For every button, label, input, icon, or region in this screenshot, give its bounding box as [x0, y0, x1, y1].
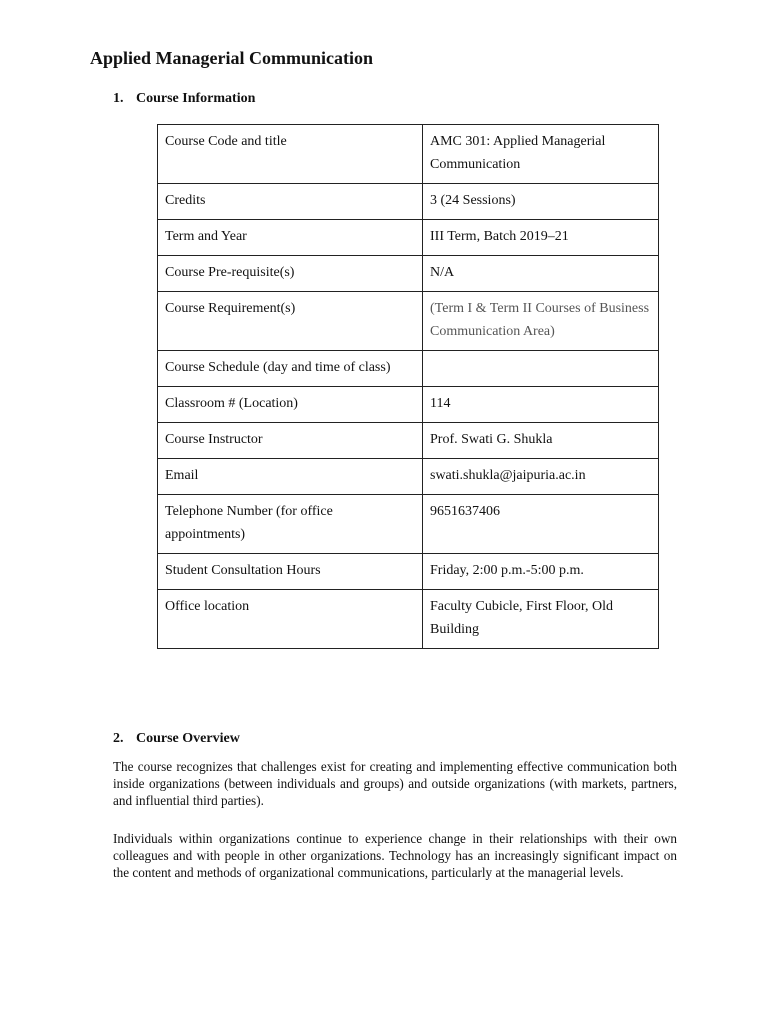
- row-label: Term and Year: [158, 220, 423, 256]
- row-value: [423, 351, 659, 387]
- section-heading-course-information: [113, 91, 255, 107]
- row-label: Office location: [158, 590, 423, 649]
- row-label: Course Instructor: [158, 423, 423, 459]
- section-title: Course Overview: [136, 731, 240, 746]
- table-row: [158, 554, 659, 590]
- section-number: 2.: [113, 731, 124, 746]
- row-value: III Term, Batch 2019–21: [423, 220, 659, 256]
- table-row: [158, 125, 659, 184]
- table-row: [158, 184, 659, 220]
- row-label: Course Pre-requisite(s): [158, 256, 423, 292]
- table-row: [158, 220, 659, 256]
- row-label: Course Code and title: [158, 125, 423, 184]
- row-value: 9651637406: [423, 495, 659, 554]
- row-label: Email: [158, 459, 423, 495]
- table-row: [158, 590, 659, 649]
- row-value: Prof. Swati G. Shukla: [423, 423, 659, 459]
- row-value: swati.shukla@jaipuria.ac.in: [423, 459, 659, 495]
- row-value: 3 (24 Sessions): [423, 184, 659, 220]
- row-value: 114: [423, 387, 659, 423]
- table-row: [158, 495, 659, 554]
- overview-paragraph: Individuals within organizations continue to experience change in their relationships with their own colleagues and with people in other organizations. Technology has an increasingly significant impact on the content and methods of organizational communications, particularly at the managerial levels.: [113, 831, 677, 880]
- section-heading-course-overview: [113, 731, 240, 747]
- row-value: (Term I & Term II Courses of Business Communication Area): [423, 292, 659, 351]
- table-row: [158, 459, 659, 495]
- table-row: [158, 423, 659, 459]
- row-value: Friday, 2:00 p.m.-5:00 p.m.: [423, 554, 659, 590]
- table-row: [158, 351, 659, 387]
- row-label: Student Consultation Hours: [158, 554, 423, 590]
- course-information-table: [157, 124, 659, 649]
- table-row: [158, 292, 659, 351]
- section-number: 1.: [113, 91, 124, 106]
- table-row: [158, 256, 659, 292]
- row-label: Telephone Number (for office appointments): [158, 495, 423, 554]
- row-label: Course Requirement(s): [158, 292, 423, 351]
- row-label: Course Schedule (day and time of class): [158, 351, 423, 387]
- table-row: [158, 387, 659, 423]
- document-title: Applied Managerial Communication: [90, 48, 374, 68]
- row-value: N/A: [423, 256, 659, 292]
- row-label: Classroom # (Location): [158, 387, 423, 423]
- row-label: Credits: [158, 184, 423, 220]
- row-value: AMC 301: Applied Managerial Communication: [423, 125, 659, 184]
- row-value: Faculty Cubicle, First Floor, Old Building: [423, 590, 659, 649]
- section-title: Course Information: [136, 91, 256, 106]
- overview-paragraph: The course recognizes that challenges exist for creating and implementing effective communication both inside organizations (between individuals and groups) and outside organizations (with markets, partners, and influential third parties).: [113, 759, 677, 808]
